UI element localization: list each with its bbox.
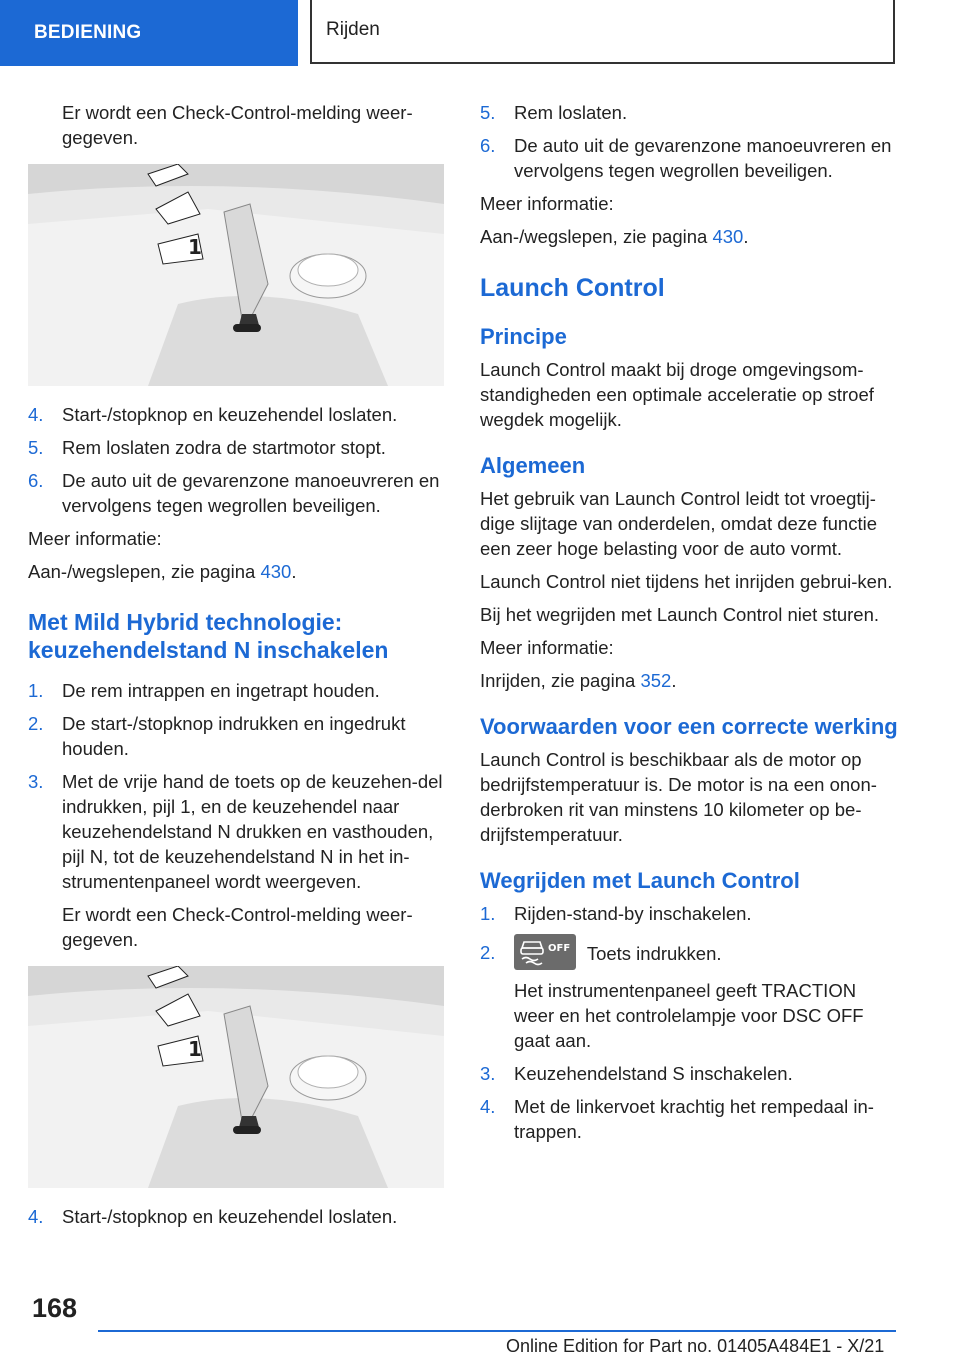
- section-heading: Principe: [480, 324, 567, 349]
- chapter-heading: Launch Control: [480, 274, 665, 302]
- footer-divider: [98, 1330, 896, 1332]
- gear-selector-illustration: [28, 164, 444, 386]
- step-text: Start-/stopknop en keuzehendel loslaten.: [62, 1206, 398, 1227]
- list-item: [28, 678, 444, 703]
- step-number: 4.: [28, 404, 44, 425]
- list-item: [28, 1204, 444, 1229]
- list-item: [480, 901, 900, 926]
- reference-text: Inrijden, zie pagina: [480, 670, 641, 691]
- check-control-message: Er wordt een Check-Control-melding weer-gegeven.: [62, 102, 413, 148]
- page-link[interactable]: 430: [712, 226, 744, 247]
- more-info-label: Meer informatie:: [480, 637, 614, 658]
- gear-selector-figure-2: [28, 966, 444, 1188]
- check-control-message: Er wordt een Check-Control-melding weer-gegeven.: [62, 904, 413, 950]
- paragraph: Launch Control maakt bij droge omgevingsom-standigheden een optimale acceleratie op stroef wegdek mogelijk.: [480, 359, 874, 430]
- list-item: [28, 711, 444, 761]
- traction-icon: [514, 934, 576, 970]
- paragraph: Het gebruik van Launch Control leidt tot vroegtij-dige slijtage van onderdelen, omdat deze functie een zeer hoge belasting voor de auto vormt.: [480, 488, 877, 559]
- section-heading: Algemeen: [480, 453, 586, 478]
- arrow-label-1: 1: [188, 235, 202, 259]
- step-number: 3.: [480, 1063, 496, 1084]
- list-item: [480, 1094, 900, 1144]
- dsc-off-button-icon: [514, 934, 576, 970]
- step-number: 1.: [28, 680, 44, 701]
- step-number: 6.: [480, 135, 496, 156]
- list-item: [28, 468, 444, 518]
- step-text: Rem loslaten zodra de startmotor stopt.: [62, 437, 386, 458]
- gear-selector-figure-1: [28, 164, 444, 386]
- more-info-label: Meer informatie:: [480, 193, 614, 214]
- step-number: 1.: [480, 903, 496, 924]
- reference-end: .: [743, 226, 749, 247]
- reference-text: Aan-/wegslepen, zie pagina: [480, 226, 713, 247]
- page-number: 168: [32, 1293, 78, 1323]
- step-number: 3.: [28, 771, 44, 792]
- list-item: [480, 940, 900, 970]
- page-header: [0, 0, 960, 66]
- gear-selector-illustration: [28, 966, 444, 1188]
- right-column: [480, 100, 900, 1152]
- section-tab: BEDIENING: [0, 0, 298, 66]
- page-link[interactable]: 352: [640, 670, 672, 691]
- paragraph: Bij het wegrijden met Launch Control niet sturen.: [480, 604, 879, 625]
- reference: [480, 668, 900, 693]
- step-number: 4.: [28, 1206, 44, 1227]
- list-item: [28, 402, 444, 427]
- list-item: [28, 769, 444, 894]
- edition-text: Online Edition for Part no. 01405A484E1 - X/21: [506, 1336, 885, 1356]
- step-text: Start-/stopknop en keuzehendel loslaten.: [62, 404, 398, 425]
- steps-list-b: [28, 678, 444, 894]
- section-heading: Met Mild Hybrid technologie: keuzehendelstand N inschakelen: [28, 609, 389, 663]
- step-note: Het instrumentenpaneel geeft TRACTION weer en het controlelampje voor DSC OFF gaat aan.: [514, 980, 864, 1051]
- page-link[interactable]: 430: [260, 561, 292, 582]
- reference: [480, 224, 900, 249]
- step-text: Rijden-stand-by inschakelen.: [514, 903, 752, 924]
- section-heading: Wegrijden met Launch Control: [480, 868, 800, 893]
- paragraph: Launch Control niet tijdens het inrijden gebrui-ken.: [480, 571, 893, 592]
- step-text: Toets indrukken.: [586, 942, 722, 964]
- step-text: Met de linkervoet krachtig het rempedaal in-trappen.: [514, 1096, 874, 1142]
- step-text: Keuzehendelstand S inschakelen.: [514, 1063, 793, 1084]
- chapter-title: Rijden: [310, 0, 895, 64]
- reference-end: .: [291, 561, 297, 582]
- step-text: De auto uit de gevarenzone manoeuvreren en vervolgens tegen wegrollen beveiligen.: [62, 470, 440, 516]
- steps-list-c: [28, 1204, 444, 1229]
- step-number: 2.: [480, 942, 496, 963]
- paragraph: Launch Control is beschikbaar als de motor op bedrijfstemperatuur is. De motor is na een onon-derbroken rit van minstens 10 kilometer op be-drijfstemperatuur.: [480, 749, 877, 845]
- reference-text: Aan-/wegslepen, zie pagina: [28, 561, 261, 582]
- list-item: [480, 1061, 900, 1086]
- left-column: [28, 100, 444, 1237]
- more-info-label: Meer informatie:: [28, 528, 162, 549]
- list-item: [28, 435, 444, 460]
- step-number: 2.: [28, 713, 44, 734]
- step-text: De start-/stopknop indrukken en ingedrukt houden.: [62, 713, 406, 759]
- reference: [28, 559, 444, 584]
- step-text: Rem loslaten.: [514, 102, 628, 123]
- button-off-label: OFF: [548, 943, 571, 954]
- step-number: 6.: [28, 470, 44, 491]
- step-number: 5.: [480, 102, 496, 123]
- step-text: Met de vrije hand de toets op de keuzehen-del indrukken, pijl 1, en de keuzehendel naar keuzehendelstand N drukken en vasthouden, pijl N, tot de keuzehendelstand N in het in-strumentenpaneel wordt weergeven.: [62, 771, 443, 892]
- reference-end: .: [671, 670, 677, 691]
- step-number: 4.: [480, 1096, 496, 1117]
- arrow-label-1: 1: [188, 1037, 202, 1061]
- step-text: De rem intrappen en ingetrapt houden.: [62, 680, 380, 701]
- steps-list-a: [28, 402, 444, 518]
- step-number: 5.: [28, 437, 44, 458]
- section-heading: Voorwaarden voor een correcte werking: [480, 714, 898, 739]
- list-item: [480, 100, 900, 125]
- step-text: De auto uit de gevarenzone manoeuvreren en vervolgens tegen wegrollen beveiligen.: [514, 135, 892, 181]
- list-item: [480, 133, 900, 183]
